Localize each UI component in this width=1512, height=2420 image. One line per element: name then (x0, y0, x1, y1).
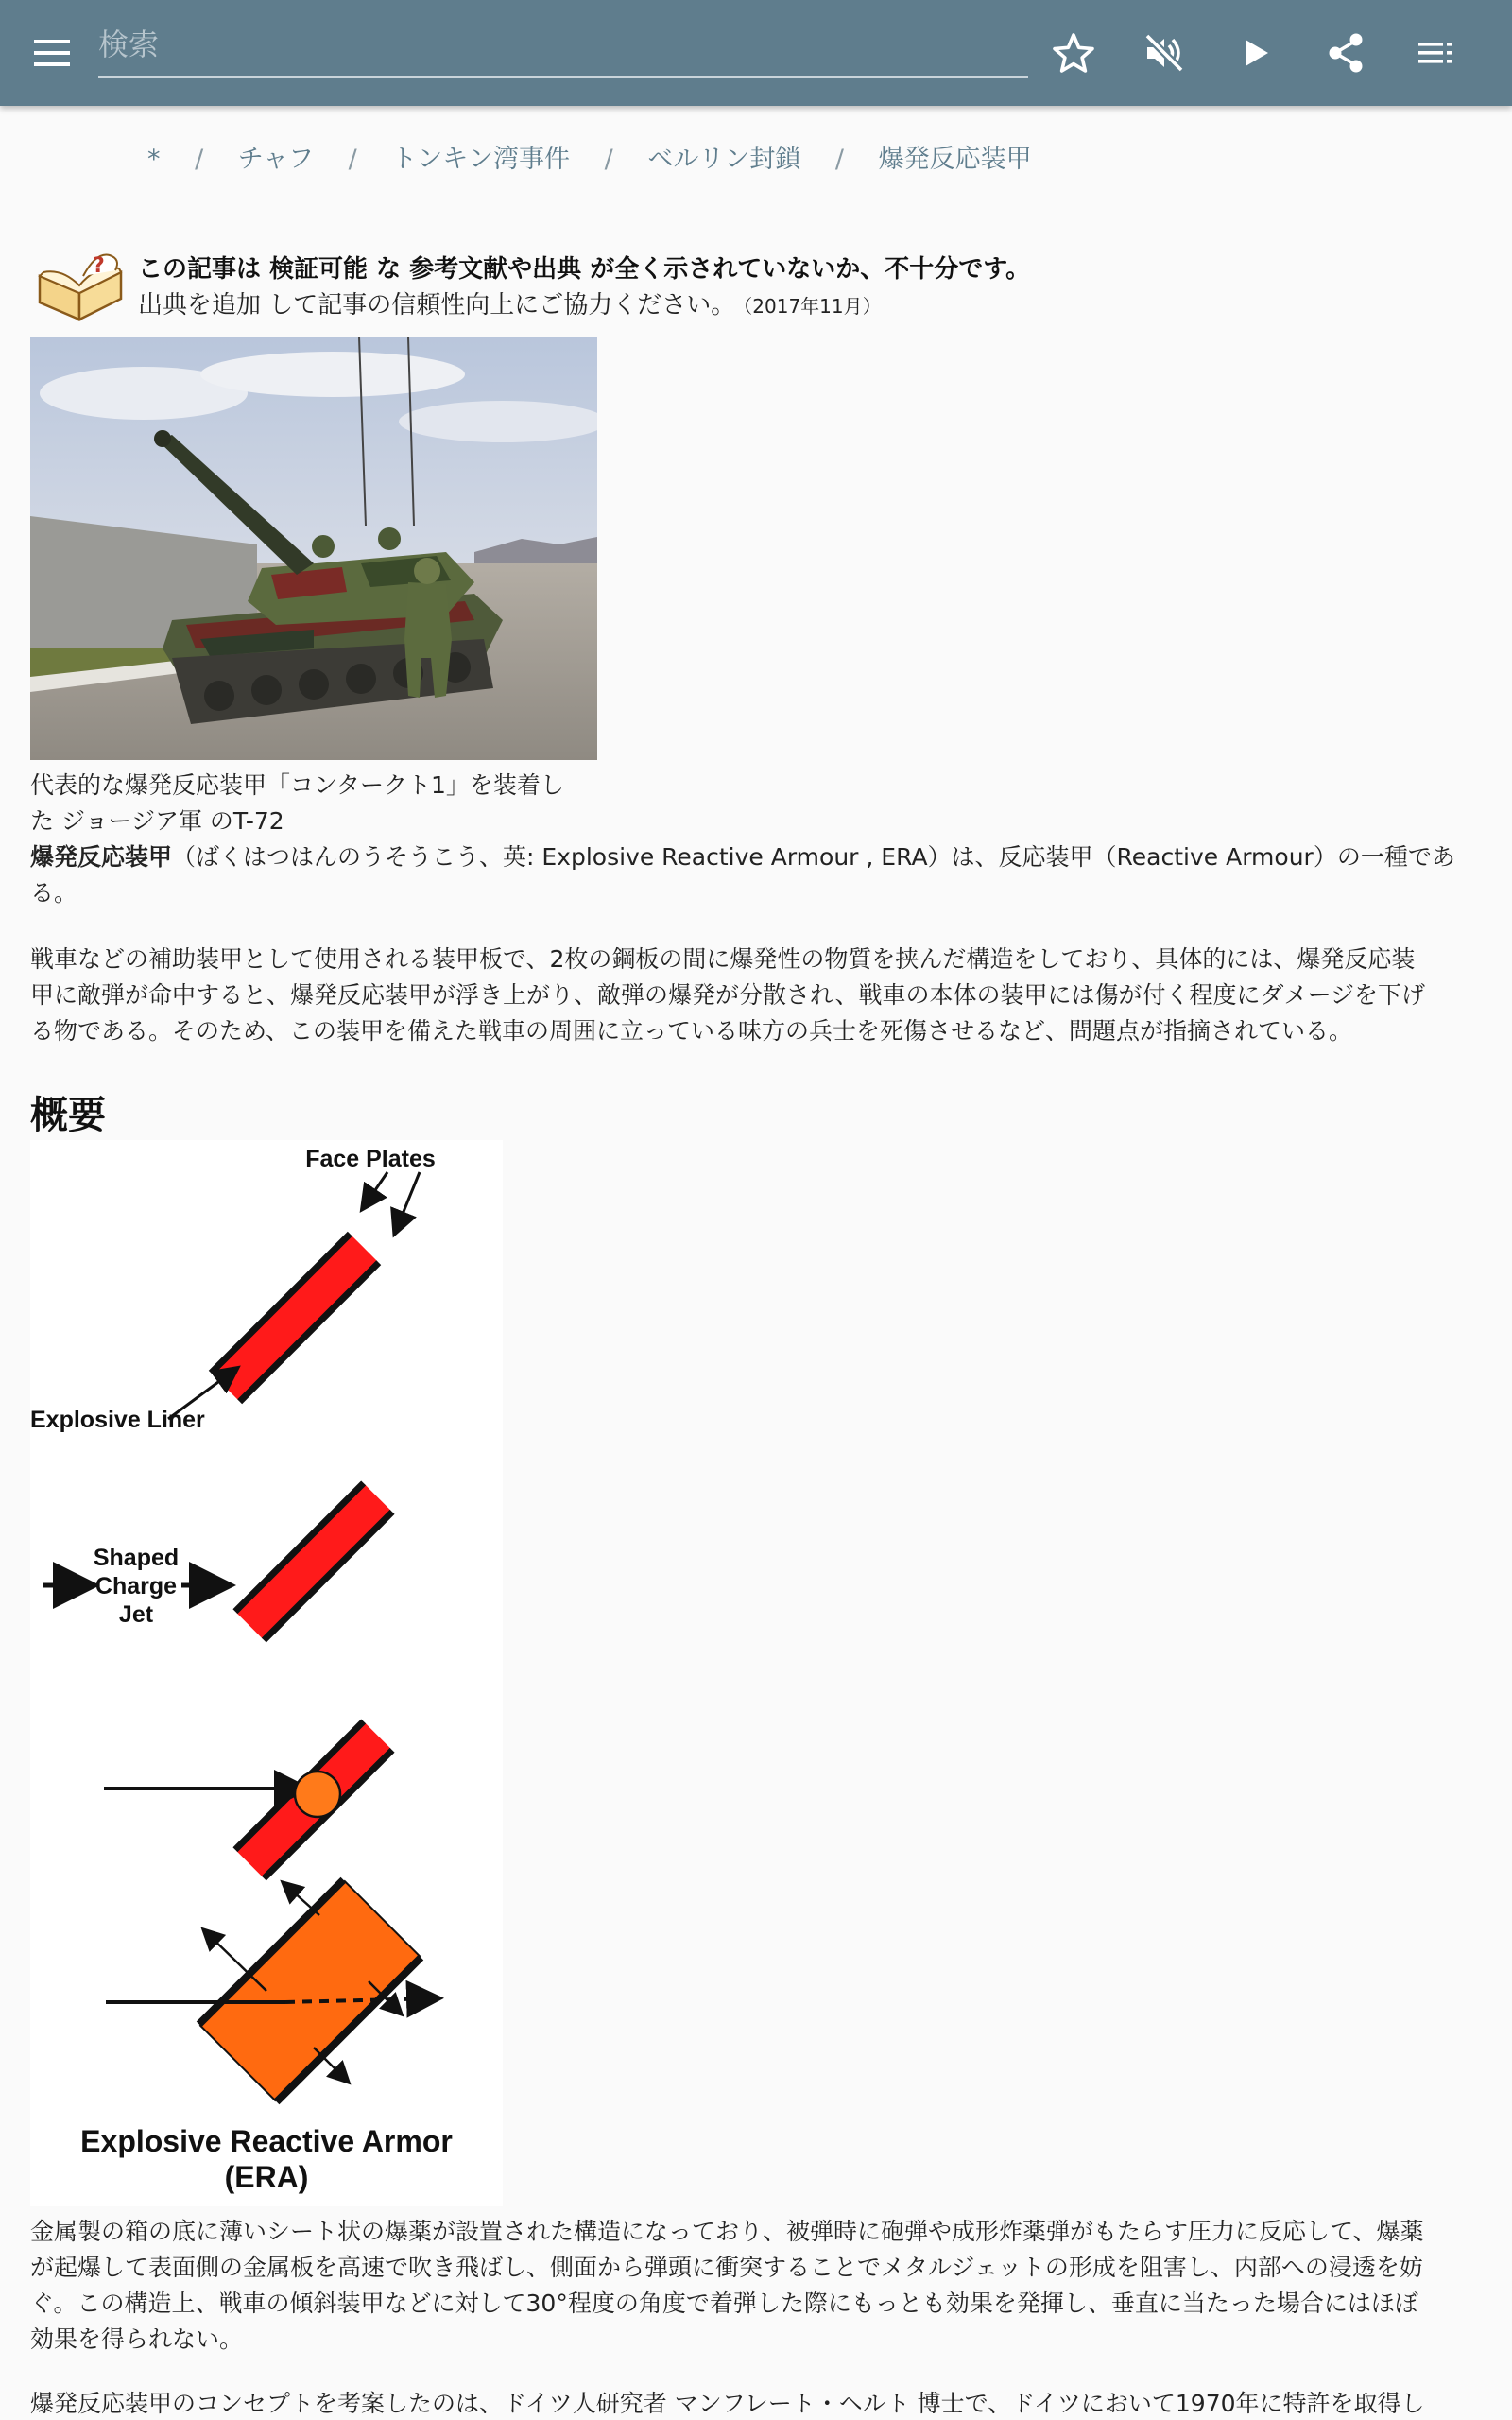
label-explosive-liner: Explosive Liner (30, 1407, 205, 1433)
breadcrumb-item-berlin[interactable]: ベルリン封鎖 (647, 145, 801, 174)
breadcrumb-separator: / (348, 145, 357, 174)
paragraph-line: が起爆して表面側の金属板を高速で吹き飛ばし、側面から弾頭に衝突することでメタルジェットの形成を阻害し、内部への浸透を妨 (30, 2254, 1423, 2281)
body-paragraph-1 (30, 942, 1482, 1049)
bookmark-button[interactable] (1047, 26, 1100, 79)
intro-line1 (30, 839, 1482, 875)
era-diagram-graphic (30, 1140, 503, 2206)
notice-date: （2017年11月） (743, 295, 882, 318)
svg-text:?: ? (93, 254, 105, 278)
question-book-icon (34, 248, 127, 323)
mute-button[interactable] (1138, 26, 1191, 79)
share-button[interactable] (1319, 26, 1372, 79)
era-plate-intact (209, 1232, 381, 1404)
search-field[interactable] (98, 17, 1028, 78)
star-icon (1047, 26, 1100, 79)
diagram-title-line1: Explosive Reactive Armor (80, 2124, 453, 2158)
section-heading-overview: 概要 (30, 1094, 106, 1137)
paragraph-line: る物である。そのため、この装甲を備えた戦車の周囲に立っている味方の兵士を死傷させるなど、問題点が指摘されている。 (30, 1017, 1353, 1045)
label-jet: Jet (118, 1601, 154, 1628)
article-term: 爆発反応装甲 (30, 843, 173, 871)
era-plate-expanded (197, 1877, 423, 2104)
label-charge: Charge (94, 1573, 178, 1599)
breadcrumb-item-tonkin[interactable]: トンキン湾事件 (391, 145, 571, 174)
label-shaped: Shaped (93, 1545, 180, 1571)
body-paragraph-3 (30, 2386, 1482, 2420)
photo-caption-line2: た ジョージア軍 のT-72 (30, 807, 284, 835)
tank-photo-graphic (30, 337, 597, 760)
paragraph-line: 効果を得られない。 (30, 2325, 244, 2353)
era-diagram[interactable] (30, 1140, 503, 2206)
intro-paragraph (30, 839, 1482, 911)
paragraph-line: 金属製の箱の底に薄いシート状の爆薬が設置された構造になっており、被弾時に砲弾や成形炸薬弾がもたらす圧力に反応して、爆薬 (30, 2218, 1424, 2245)
paragraph-line: 戦車などの補助装甲として使用される装甲板で、2枚の鋼板の間に爆発性の物質を挟んだ構造をしており、具体的には、爆発反応装 (30, 945, 1416, 973)
notice-headline: この記事は 検証可能 な 参考文献や出典 が全く示されていないか、不十分です。 (138, 255, 1031, 284)
breadcrumb-item-era[interactable]: 爆発反応装甲 (878, 145, 1032, 174)
breadcrumb (147, 138, 1032, 176)
breadcrumb-separator: / (604, 145, 613, 174)
contents-button[interactable] (1410, 26, 1463, 79)
paragraph-line: ぐ。この構造上、戦車の傾斜装甲などに対して30°程度の角度で着弾した際にもっとも効果を発揮し、垂直に当たった場合にはほぼ (30, 2290, 1418, 2317)
photo-caption (30, 768, 616, 839)
intro-line2: る。 (30, 879, 78, 907)
menu-button[interactable] (28, 32, 77, 74)
app-bar (0, 0, 1512, 106)
intro-line1-rest: （ばくはつはんのうそうこう、英: Explosive Reactive Armour , ERA）は、反応装甲（Reactive Armour）の一種であ (172, 843, 1455, 871)
paragraph-line: 爆発反応装甲のコンセプトを考案したのは、ドイツ人研究者 マンフレート・ヘルト 博士で、ドイツにおいて1970年に特許を取得し (30, 2390, 1425, 2417)
breadcrumb-separator: / (195, 145, 204, 174)
volume-off-icon (1138, 26, 1191, 79)
citation-notice (34, 244, 1452, 329)
tank-photo[interactable] (30, 337, 597, 760)
photo-caption-line1: 代表的な爆発反応装甲「コンタークト1」を装着し (30, 771, 564, 799)
notice-detail-text: 出典を追加 して記事の信頼性向上にご協力ください。 (138, 291, 736, 320)
play-icon (1228, 26, 1281, 79)
breadcrumb-separator: / (834, 145, 845, 174)
play-button[interactable] (1228, 26, 1281, 79)
era-plate-jet-incoming (232, 1480, 394, 1642)
diagram-title-line2: (ERA) (224, 2160, 309, 2194)
notice-detail (138, 285, 882, 320)
body-paragraph-2 (30, 2214, 1482, 2358)
playlist-icon (1410, 26, 1463, 79)
share-icon (1319, 26, 1372, 79)
menu-icon (28, 32, 77, 74)
breadcrumb-item-chaff[interactable]: チャフ (237, 145, 314, 174)
paragraph-line: 甲に敵弾が命中すると、爆発反応装甲が浮き上がり、敵弾の爆発が分散され、戦車の本体の装甲には傷が付く程度にダメージを下げ (30, 981, 1426, 1009)
label-face-plates: Face Plates (305, 1146, 436, 1172)
search-input[interactable] (98, 17, 1028, 72)
breadcrumb-item-home[interactable]: * (147, 145, 161, 174)
